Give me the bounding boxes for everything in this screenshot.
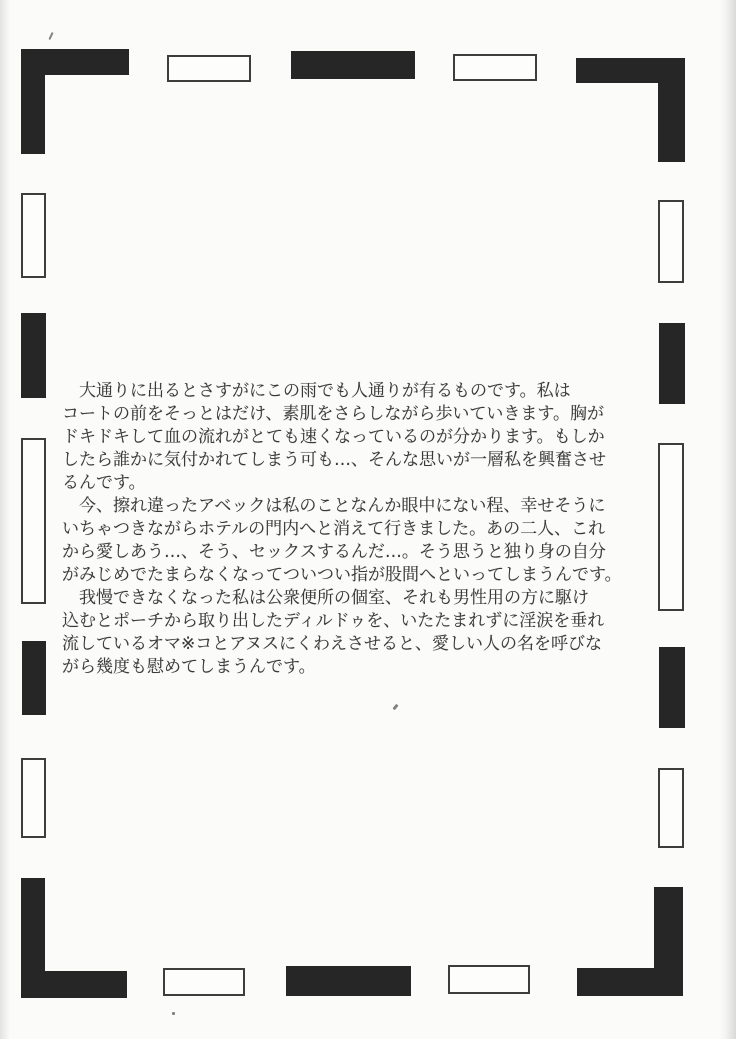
text-line-12: 流しているオマ※コとアヌスにくわえさせると、愛しい人の名を呼びな: [62, 634, 603, 654]
left-border-white-box-1: [21, 193, 46, 278]
right-border-white-box-2: [658, 443, 684, 611]
bottom-border-black-box: [286, 966, 411, 996]
text-line-1: 大通りに出るとさすがにこの雨でも人通りが有るものです。私は: [62, 381, 571, 401]
left-border-black-box-2: [22, 641, 46, 715]
left-border-black-box-1: [21, 313, 46, 398]
top-border-black-box: [291, 51, 415, 79]
right-border-white-box-1: [658, 200, 684, 283]
right-border-black-box-2: [659, 647, 685, 728]
text-line-6: 今、擦れ違ったアベックは私のことなんか眼中にない程、幸せそうに: [62, 496, 606, 516]
left-border-white-box-2: [21, 438, 46, 604]
text-line-8: から愛しあう…、そう、セックスするんだ…。そう思うと独り身の自分: [62, 542, 606, 562]
text-line-3: ドキドキして血の流れがとても速くなっているのが分かります。もしか: [62, 427, 605, 447]
corner-bracket-top-left-v: [21, 49, 45, 154]
top-border-white-box-1: [167, 55, 251, 82]
body-text-block: [62, 380, 622, 679]
scan-right-edge-shadow: [720, 0, 736, 1039]
top-border-white-box-2: [453, 54, 537, 81]
corner-bracket-bottom-left-h: [21, 971, 127, 998]
text-line-4: したら誰かに気付かれてしまう可も…、そんな思いが一層私を興奮させ: [62, 450, 606, 470]
left-border-white-box-3: [21, 758, 46, 838]
scan-left-edge-shadow: [0, 0, 10, 1039]
bottom-border-white-box-1: [163, 968, 245, 996]
text-line-5: るんです。: [62, 473, 146, 493]
corner-bracket-top-right-v: [658, 58, 685, 162]
text-line-7: いちゃつきながらホテルの門内へと消えて行きました。あの二人、これ: [62, 519, 606, 539]
ink-speck-top-left: [48, 32, 53, 40]
text-line-13: がら幾度も慰めてしまうんです。: [62, 657, 316, 677]
ink-speck-below-text: [392, 704, 398, 711]
right-border-white-box-3: [658, 768, 684, 848]
text-line-9: がみじめでたまらなくなってついつい指が股間へといってしまうんです。: [62, 565, 622, 585]
ink-speck-bottom-left: [172, 1012, 175, 1015]
text-line-11: 込むとポーチから取り出したディルドゥを、いたたまれずに淫涙を垂れ: [62, 611, 605, 631]
text-line-10: 我慢できなくなった私は公衆便所の個室、それも男性用の方に駆け: [62, 588, 589, 608]
text-line-2: コートの前をそっとはだけ、素肌をさらしながら歩いていきます。胸が: [62, 404, 604, 424]
right-border-black-box-1: [659, 323, 685, 404]
bottom-border-white-box-2: [448, 965, 530, 994]
corner-bracket-bottom-right-v: [654, 887, 683, 996]
